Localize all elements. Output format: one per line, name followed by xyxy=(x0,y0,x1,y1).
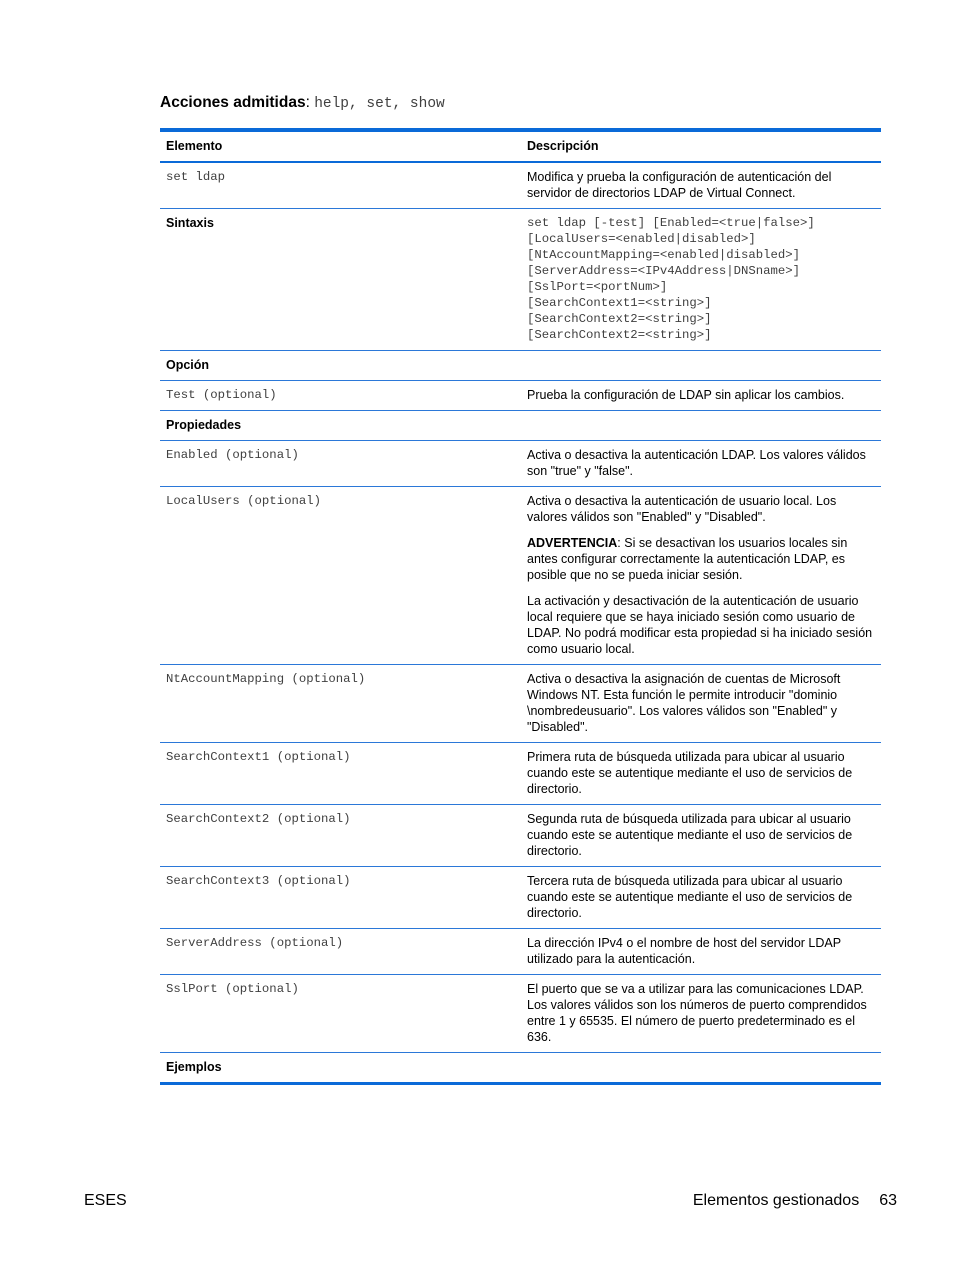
warning-paragraph xyxy=(527,535,875,583)
section-row xyxy=(160,1053,881,1082)
warning-label: ADVERTENCIA xyxy=(527,536,618,550)
element-cell: SearchContext2 (optional) xyxy=(166,812,351,826)
syntax-code: set ldap [-test] [Enabled=<true|false>] [LocalUsers=<enabled|disabled>] [NtAccountMapping=<enabled|disabled>] [ServerAddress=<IPv4Address|DNSname>] [SslPort=<portNum>] [SearchContext1=<string>] [SearchContext2=<string>] [SearchContext2=<string>] xyxy=(527,216,815,342)
description-cell: La dirección IPv4 o el nombre de host del servidor LDAP utilizado para la autenticación. xyxy=(527,936,841,966)
table-row xyxy=(160,867,881,929)
element-cell: Enabled (optional) xyxy=(166,448,299,462)
column-header-description: Descripción xyxy=(527,139,599,153)
element-cell: SearchContext3 (optional) xyxy=(166,874,351,888)
description-cell: Activa o desactiva la asignación de cuentas de Microsoft Windows NT. Esta función le permite introducir "dominio \nombredeusuario". Los valores válidos son "Enabled" y "Disabled". xyxy=(527,672,841,734)
actions-heading xyxy=(160,94,445,112)
column-header-element: Elemento xyxy=(166,139,223,153)
description-cell: Segunda ruta de búsqueda utilizada para ubicar al usuario cuando este se autentique mediante el uso de servicios de directorio. xyxy=(527,812,853,858)
empty-cell xyxy=(521,1053,881,1082)
section-label-option: Opción xyxy=(166,358,210,372)
element-cell: ServerAddress (optional) xyxy=(166,936,344,950)
section-label-examples: Ejemplos xyxy=(166,1060,222,1074)
description-paragraph: Activa o desactiva la autenticación de usuario local. Los valores válidos son "Enabled" y "Disabled". xyxy=(527,494,837,524)
table-row xyxy=(160,975,881,1053)
description-cell: Primera ruta de búsqueda utilizada para ubicar al usuario cuando este se autentique mediante el uso de servicios de directorio. xyxy=(527,750,853,796)
footer-section xyxy=(693,1192,897,1210)
element-cell: set ldap xyxy=(166,170,226,184)
table-row xyxy=(160,381,881,411)
table-row xyxy=(160,805,881,867)
table-row xyxy=(160,665,881,743)
ldap-properties-table xyxy=(160,128,881,1085)
description-cell: Tercera ruta de búsqueda utilizada para ubicar al usuario cuando este se autentique mediante el uso de servicios de directorio. xyxy=(527,874,853,920)
table-row xyxy=(160,743,881,805)
empty-cell xyxy=(521,411,881,440)
description-cell: El puerto que se va a utilizar para las comunicaciones LDAP. Los valores válidos son los números de puerto comprendidos entre 1 y 65535. El número de puerto predeterminado es el 636. xyxy=(527,982,867,1044)
table-row xyxy=(160,441,881,487)
description-cell: Activa o desactiva la autenticación LDAP. Los valores válidos son "true" y "false". xyxy=(527,448,866,478)
page-number: 63 xyxy=(879,1192,897,1209)
description-cell xyxy=(521,487,881,664)
actions-heading-label: Acciones admitidas xyxy=(160,94,306,111)
element-cell: NtAccountMapping (optional) xyxy=(166,672,366,686)
element-cell: SslPort (optional) xyxy=(166,982,299,996)
description-cell: Prueba la configuración de LDAP sin aplicar los cambios. xyxy=(527,388,845,402)
warning-text: : Si se desactivan los usuarios locales sin antes configurar correctamente la autenticación LDAP, es posible que no se pueda iniciar sesión. xyxy=(527,536,848,582)
table-row xyxy=(160,163,881,209)
section-row xyxy=(160,411,881,441)
empty-cell xyxy=(521,351,881,380)
syntax-row xyxy=(160,209,881,351)
footer-section-title: Elementos gestionados xyxy=(692,1192,860,1209)
element-cell: SearchContext1 (optional) xyxy=(166,750,351,764)
description-cell: Modifica y prueba la configuración de autenticación del servidor de directorios LDAP de Virtual Connect. xyxy=(527,170,832,200)
section-label-properties: Propiedades xyxy=(166,418,242,432)
actions-list: help, set, show xyxy=(314,96,445,112)
table-row xyxy=(160,929,881,975)
element-cell: Test (optional) xyxy=(166,388,277,402)
table-header-row xyxy=(160,132,881,163)
section-label-syntax: Sintaxis xyxy=(166,216,214,230)
footer-locale: ESES xyxy=(84,1192,127,1209)
table-row xyxy=(160,487,881,665)
section-row xyxy=(160,351,881,381)
element-cell: LocalUsers (optional) xyxy=(166,494,321,508)
actions-heading-separator: : xyxy=(305,94,315,111)
note-paragraph: La activación y desactivación de la autenticación de usuario local requiere que se haya iniciado sesión como usuario de LDAP. No podrá modificar esta propiedad si ha iniciado sesión como usuario local. xyxy=(527,594,873,656)
